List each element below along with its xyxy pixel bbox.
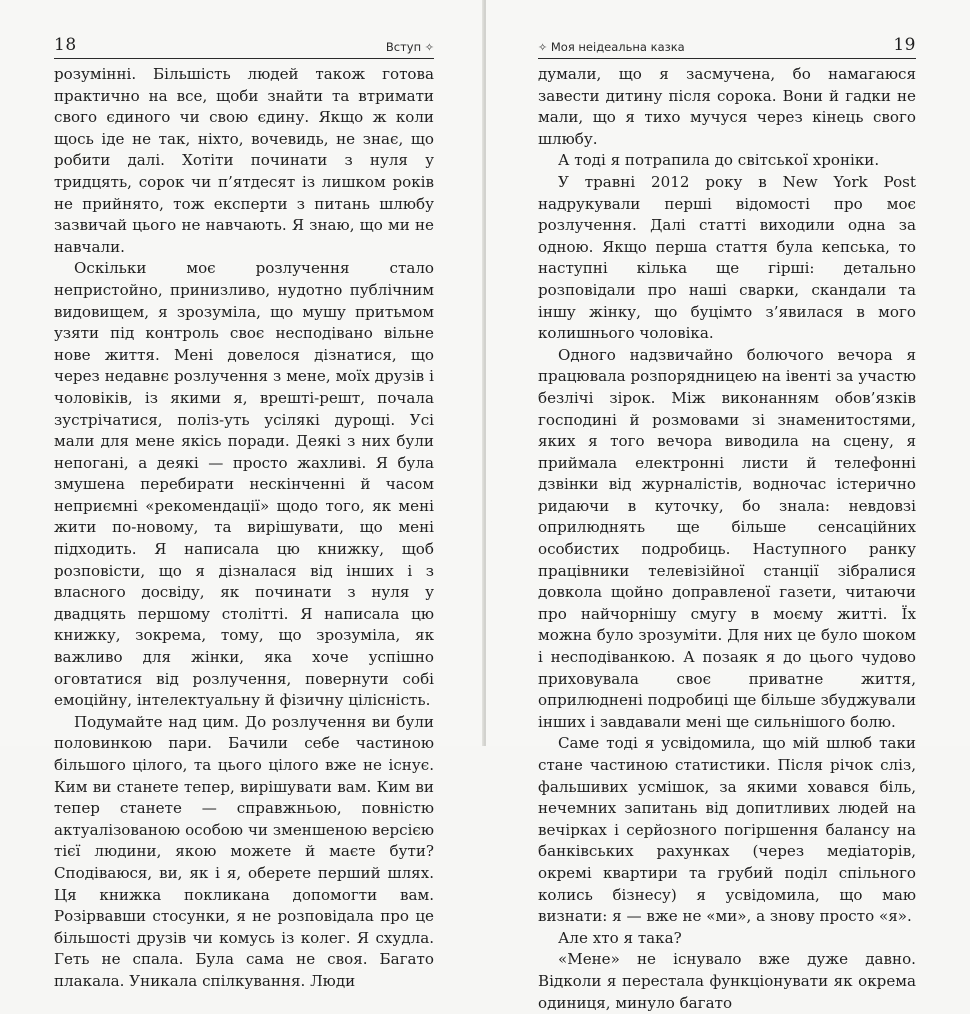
paragraph: Саме тоді я усвідомила, що мій шлюб таки стане частиною статистики. Після річок сліз, фальшивих усмішок, за якими ховався біль, нечемних запитань від допитливих людей на вечірках і серйозного погіршення балансу на банківських рахунках (через медіаторів, окремі квартири та грубий поділ спільного колись бізнесу) я усвідомила, що маю визнати: я — вже не «ми», а знову просто «я». <box>538 734 916 926</box>
paragraph: Подумайте над цим. До розлучення ви були половинкою пари. Бачили себе частиною більшого цілого, та цього цілого вже не існує. Ким ви станете тепер, вирішувати вам. Ким ви тепер станете — справжньою, повністю актуалізованою особою чи зменшеною версією тієї людини, якою можете й маєте бути? Сподіваюся, ви, як і я, оберете перший шлях. Ця книжка покликана допомогти вам. Розірвавши стосунки, я не розповідала про це більшості друзів чи комусь із колег. Я схудла. Геть не спала. Була сама не своя. Багато плакала. Уникала спілкування. Люди <box>54 712 434 990</box>
page-number-left: 18 <box>54 35 77 55</box>
running-head-left <box>386 40 434 54</box>
paragraph: розумінні. Більшість людей також готова практично на все, щоби знайти та втримати свого єдиного чи свою єдину. Якщо ж коли щось іде не так, ніхто, вочевидь, не знає, що робити далі. Хотіти починати з нуля у тридцять, сорок чи п’ятдесят із лишком років не прийнято, тож експерти з питань шлюбу зазвичай цього не навчають. Я знаю, що ми не навчали. <box>54 65 434 256</box>
paragraph: У травні 2012 року в New York Post надрукували перші відомості про моє розлучення. Далі статті виходили одна за одною. Якщо перша стаття була кепська, то наступні кілька ще гірші: детально розповідали про наші сварки, скандали та іншу жінку, що буцімто з’явилася в мого колишнього чоловіка. <box>538 172 916 343</box>
paragraph: Але хто я така? <box>558 928 682 947</box>
paragraph: Оскільки моє розлучення стало непристойно, принизливо, нудотно публічним видовищем, я зрозуміла, що мушу притьмом узяти під контроль своє несподівано вільне нове життя. Мені довелося дізнатися, що через недавнє розлучення з мене, моїх друзів і чоловіків, із якими я, врешті-решт, почала зустрічатися, поліз-уть усілякі дурощі. Усі мали для мене якісь поради. Деякі з них були непогані, а деякі — просто жахливі. Я була змушена перебирати нескінченні й часом неприємні «рекомендації» щодо того, як мені жити по-новому, та вирішувати, що мені підходить. Я написала цю книжку, щоб розповісти, що я дізналася від інших і з власного досвіду, як починати з нуля у двадцять першому столітті. Я написала цю книжку, зокрема, тому, що зрозуміла, як важливо для жінки, яка хоче успішно оговтатися від розлучення, повернути собі емоційну, інтелектуальну й фізичну цілісність. <box>54 259 434 710</box>
left-page-body <box>54 64 434 993</box>
right-page <box>486 0 970 1012</box>
running-head-right <box>538 40 685 54</box>
paragraph: «Мене» не існувало вже дуже давно. Відколи я перестала функціонувати як окрема одиниця, минуло багато <box>538 950 916 1012</box>
paragraph: Одного надзвичайно болючого вечора я працювала розпорядницею на івенті за участю безлічі зірок. Між виконанням обов’язків господині й розмовами зі знаменитостями, яких я того вечора виводила на сцену, я приймала електронні листи й телефонні дзвінки від журналістів, водночас істерично ридаючи в куточку, бо знала: невдовзі оприлюднять ще більше сенсаційних особистих подробиць. Наступного ранку працівники телевізійної станції зібралися довкола щойно доправленої газети, читаючи про найчорнішу смугу в моєму житті. Їх можна було зрозуміти. Для них це було шоком і несподіванкою. А позаяк я до цього чудово приховувала своє приватне життя, оприлюднені подробиці ще більше збуджували інших і завдавали мені ще сильнішого болю. <box>538 345 916 731</box>
ornament-icon: ✧ <box>424 41 434 54</box>
left-page-header <box>54 34 434 59</box>
paragraph: думали, що я засмучена, бо намагаюся завести дитину після сорока. Вони й гадки не мали, що я тихо мучуся через кінець свого шлюбу. <box>538 65 916 148</box>
right-page-body <box>538 64 916 1014</box>
right-page-header <box>538 34 916 59</box>
page-number-right: 19 <box>893 35 916 55</box>
running-head-left-text: Вступ <box>385 40 422 54</box>
paragraph: А тоді я потрапила до світської хроніки. <box>558 151 880 170</box>
ornament-icon: ✧ <box>538 41 548 54</box>
left-page <box>0 0 484 990</box>
running-head-right-text: Моя неідеальна казка <box>550 40 685 54</box>
